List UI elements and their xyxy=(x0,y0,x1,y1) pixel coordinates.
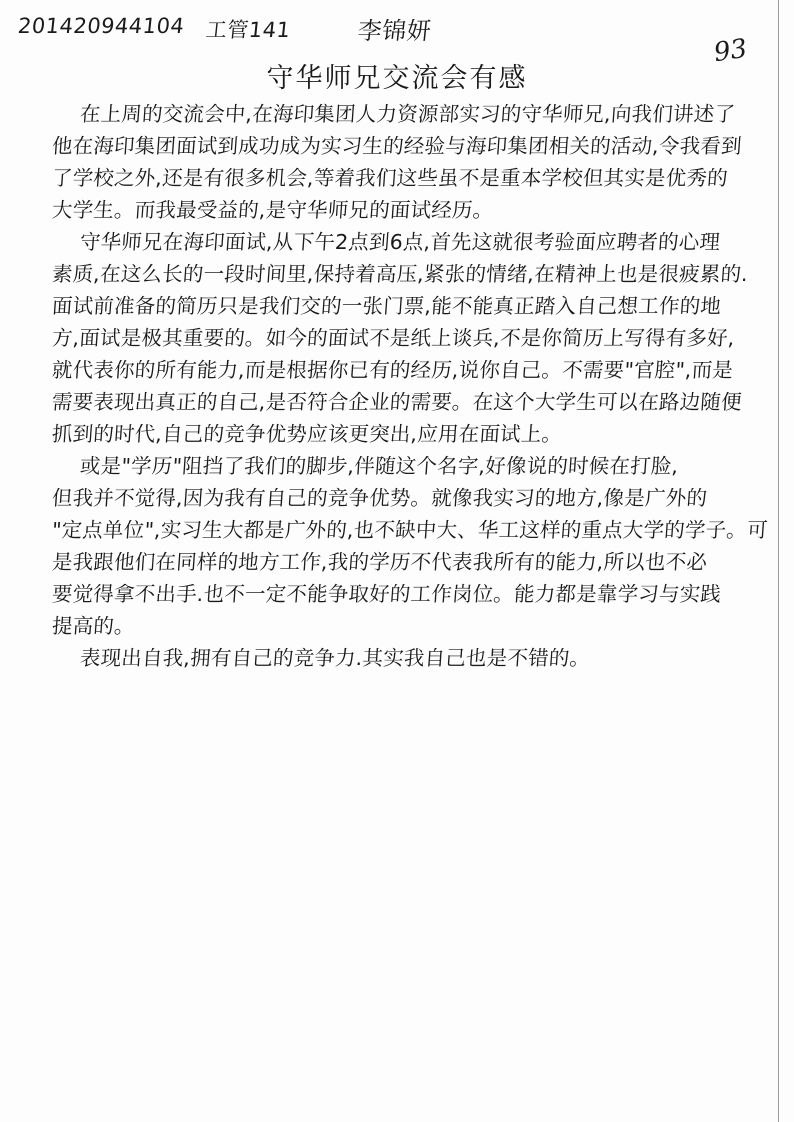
page-number: 93 xyxy=(712,33,750,69)
text-line: 要觉得拿不出手.也不一定不能争取好的工作岗位。能力都是靠学习与实践 xyxy=(51,582,722,606)
student-id: 201420944104 xyxy=(16,14,186,38)
text-line: 就代表你的所有能力,而是根据你已有的经历,说你自己。不需要"官腔",而是 xyxy=(51,358,734,382)
text-line: 大学生。而我最受益的,是守华师兄的面试经历。 xyxy=(51,198,495,222)
text-line: 面试前准备的简历只是我们交的一张门票,能不能真正踏入自己想工作的地 xyxy=(51,294,722,318)
text-line: 表现出自我,拥有自己的竞争力.其实我自己也是不错的。 xyxy=(79,646,592,670)
text-line: 提高的。 xyxy=(51,614,136,638)
class-label: 工管141 xyxy=(204,18,292,42)
text-line: 素质,在这么长的一段时间里,保持着高压,紧张的情绪,在精神上也是很疲累的. xyxy=(51,262,749,286)
essay-body xyxy=(51,98,769,674)
scan-edge-line xyxy=(778,0,779,1122)
text-line: 或是"学历"阻挡了我们的脚步,伴随这个名字,好像说的时候在打脸, xyxy=(79,454,680,478)
text-line: 守华师兄在海印面试,从下午2点到6点,首先这就很考验面应聘者的心理 xyxy=(79,230,722,254)
text-line: 是我跟他们在同样的地方工作,我的学历不代表我所有的能力,所以也不必 xyxy=(51,550,708,574)
text-line: 方,面试是极其重要的。如今的面试不是纸上谈兵,不是你简历上写得有多好, xyxy=(51,326,736,350)
page-title: 守华师兄交流会有感 xyxy=(266,63,528,94)
text-line: 需要表现出真正的自己,是否符合企业的需要。在这个大学生可以在路边随便 xyxy=(51,390,743,414)
text-line: 了学校之外,还是有很多机会,等着我们这些虽不是重本学校但其实是优秀的 xyxy=(51,166,729,190)
text-line: 抓到的时代,自己的竞争优势应该更突出,应用在面试上。 xyxy=(51,422,564,446)
student-name: 李锦妍 xyxy=(356,17,433,45)
text-line: 在上周的交流会中,在海印集团人力资源部实习的守华师兄,向我们讲述了 xyxy=(79,102,736,126)
text-line: 他在海印集团面试到成功成为实习生的经验与海印集团相关的活动,令我看到 xyxy=(51,134,743,158)
header xyxy=(14,14,534,54)
text-line: "定点单位",实习生大都是广外的,也不缺中大、华工这样的重点大学的学子。可 xyxy=(51,518,769,542)
text-line: 但我并不觉得,因为我有自己的竞争优势。就像我实习的地方,像是广外的 xyxy=(51,486,708,510)
